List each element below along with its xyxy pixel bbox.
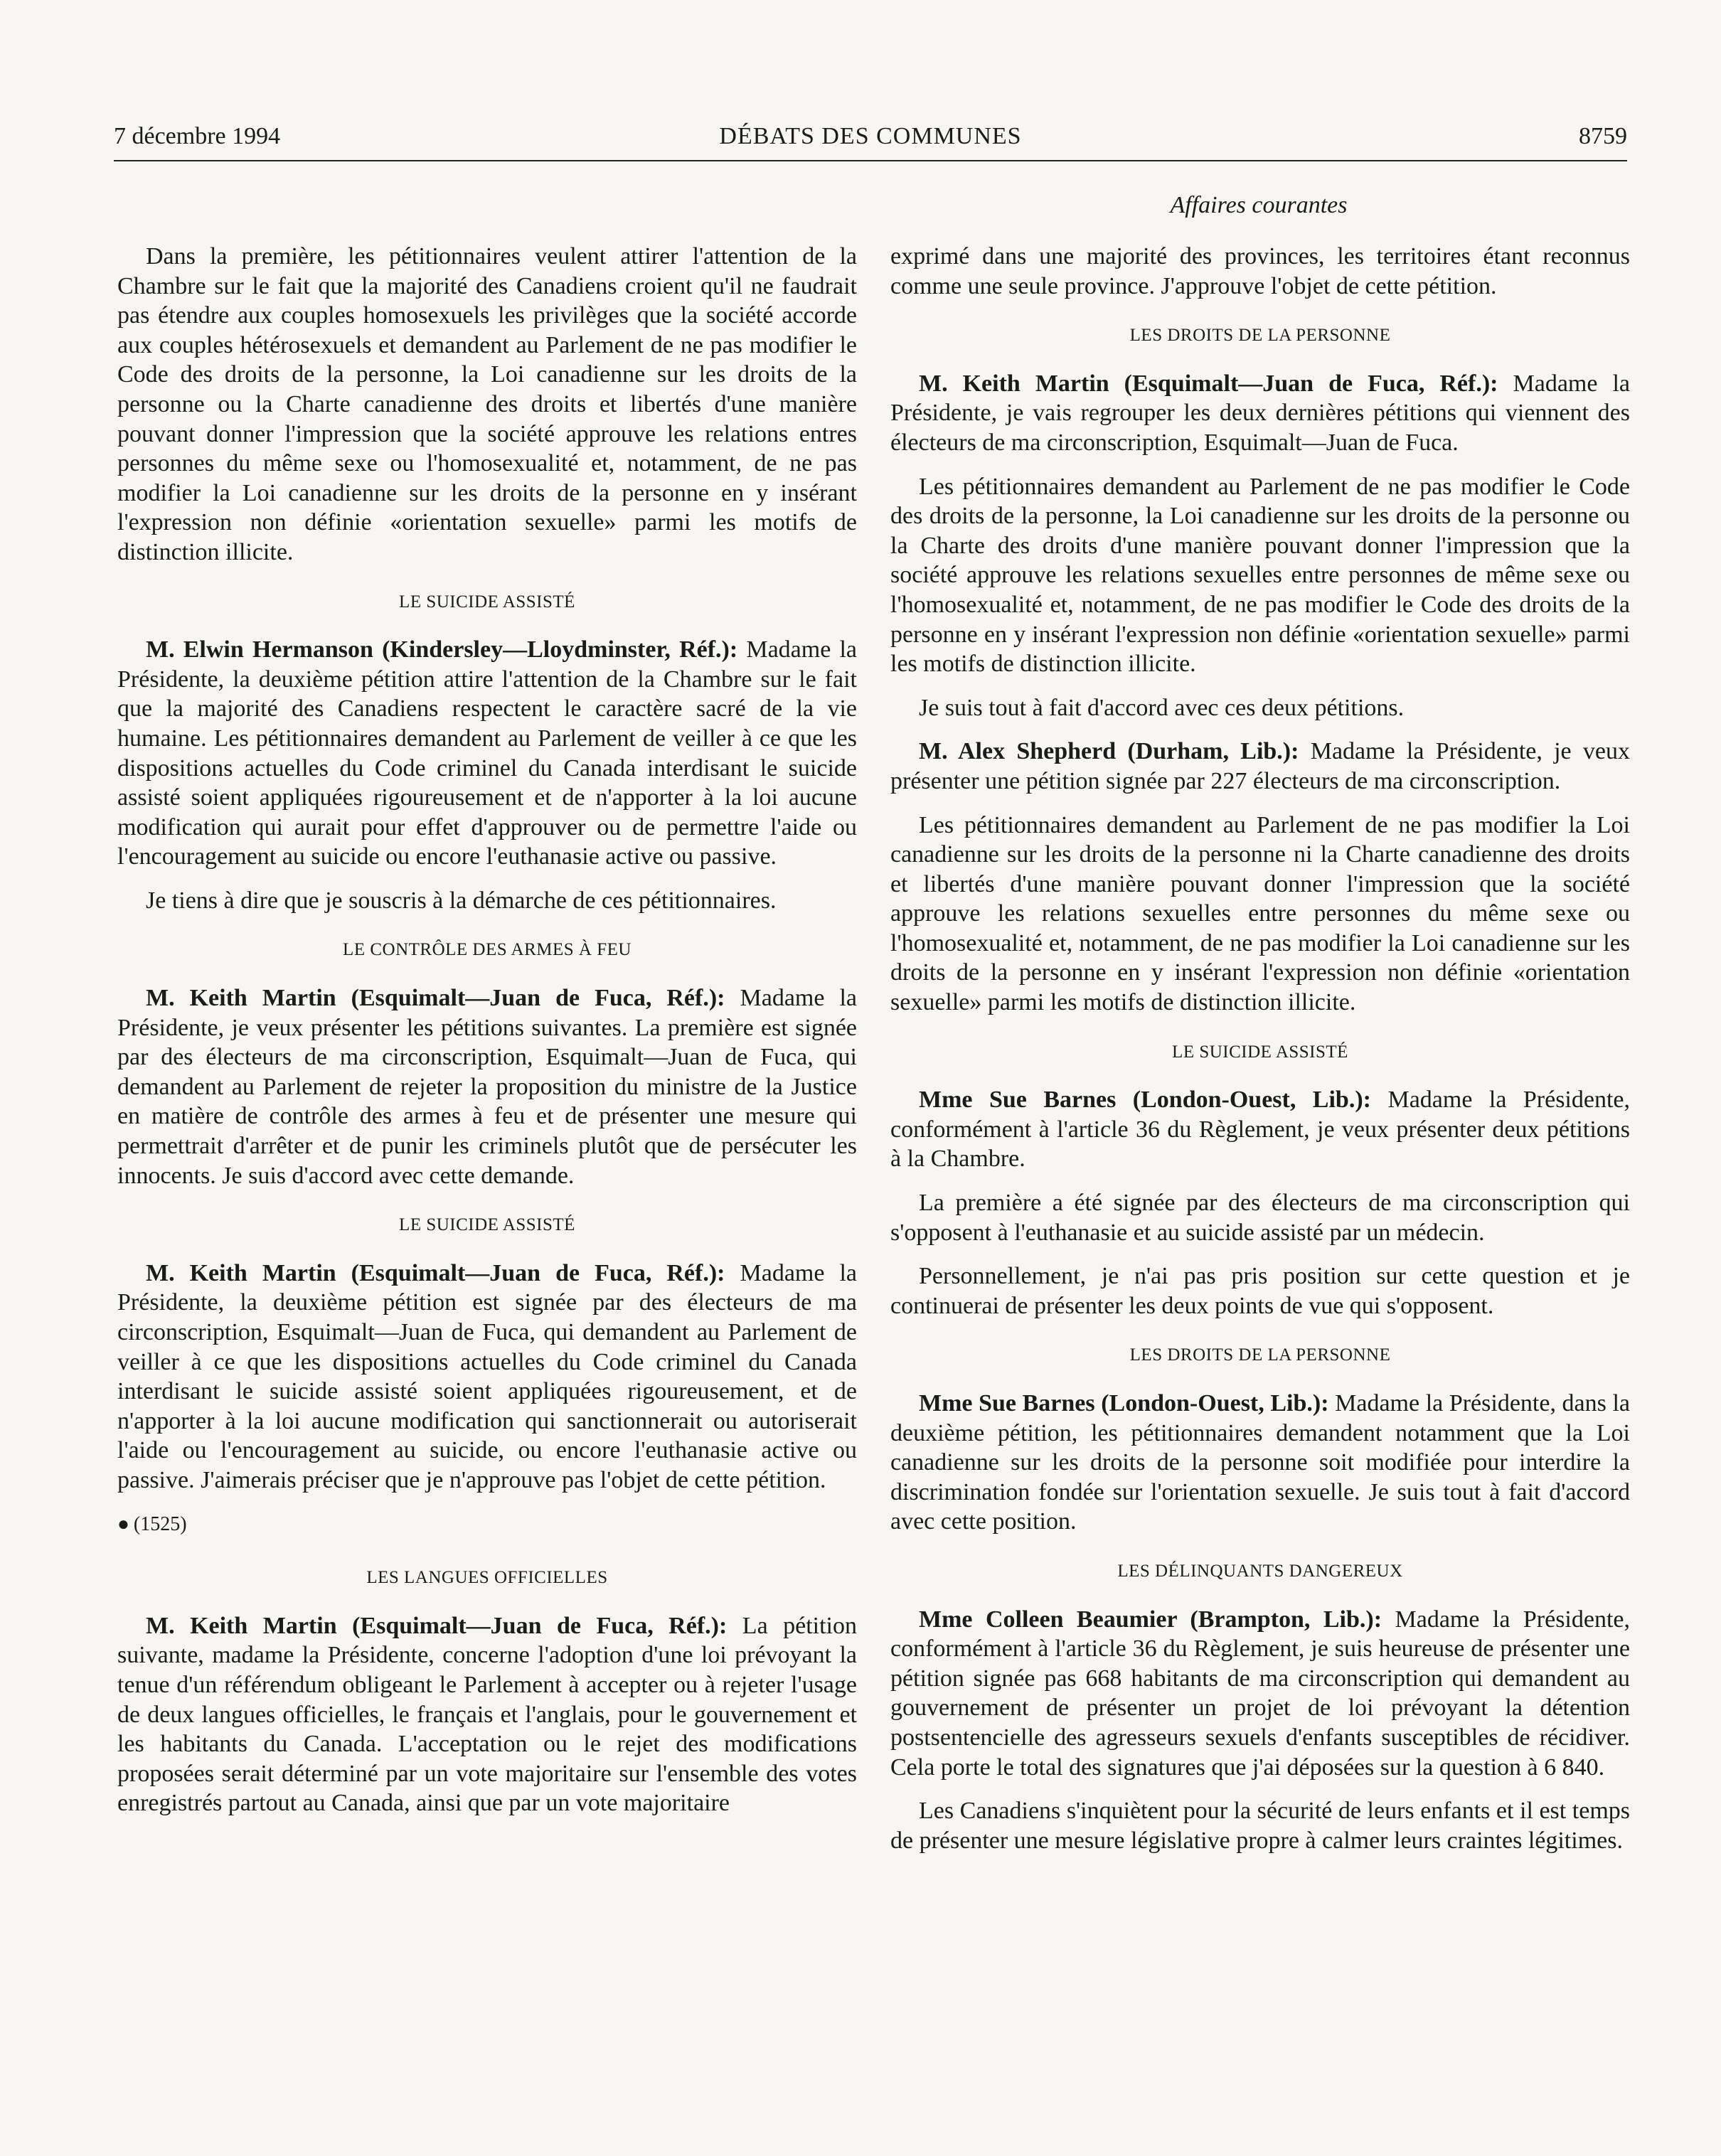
speaker-name: Mme Colleen Beaumier (Brampton, Lib.): <box>919 1606 1382 1633</box>
speech: M. Keith Martin (Esquimalt—Juan de Fuca, Réf.): Madame la Présidente, la deuxième pétition est signée par des électeurs de ma circonscription, Esquimalt—Juan de Fuca, qui demandent au Parlement de veiller à ce que les dispositions actuelles du Code criminel du Canada interdisant le suicide assisté soient appliquées rigoureusement, et de n'apporter à la loi aucune modification qui sanctionnerait ou autoriserait l'aide ou l'encouragement au suicide, ou encore l'euthanasie active ou passive. J'aimerais préciser que je n'approuve pas l'objet de cette pétition. <box>117 1259 858 1493</box>
rubric-heading: LES DÉLINQUANTS DANGEREUX <box>1117 1561 1403 1581</box>
header-date: 7 décembre 1994 <box>114 123 281 149</box>
speaker-name: M. Alex Shepherd (Durham, Lib.): <box>919 738 1299 765</box>
speech: M. Elwin Hermanson (Kindersley—Lloydminster, Réf.): Madame la Présidente, la deuxième pétition attire l'attention de la Chambre sur le fait que la majorité des Canadiens respectent le caractère sacré de la vie humaine. Les pétitionnaires demandent au Parlement de veiller à ce que les dispositions actuelles du Code criminel du Canada interdisant le suicide assisté soient appliquées rigoureusement et de n'apporter à la loi aucune modification qui aurait pour effet d'approuver ou de permettre l'aide ou l'encouragement au suicide ou encore l'euthanasie active ou passive. <box>117 636 858 870</box>
speech: M. Alex Shepherd (Durham, Lib.): Madame la Présidente, je veux présenter une pétition signée par 227 électeurs de ma circonscription. <box>890 738 1630 794</box>
page-header <box>114 117 1627 161</box>
speech: Mme Colleen Beaumier (Brampton, Lib.): Madame la Présidente, conformément à l'article 36 du Règlement, je suis heureuse de présenter une pétition signée pas 668 habitants de ma circonscription qui demandent au gouvernement de présenter un projet de loi prévoyant la détention postsentencielle des agresseurs sexuels d'enfants susceptibles de récidiver. Cela porte le total des signatures que j'ai déposées sur la question à 6 840. <box>890 1606 1630 1781</box>
bullet-icon: ● <box>117 1512 129 1535</box>
right-column <box>890 242 1630 1869</box>
page-number: 8759 <box>1579 123 1627 149</box>
paragraph-continued: exprimé dans une majorité des provinces, les territoires étant reconnus comme une seule province. J'approuve l'objet de cette pétition. <box>890 243 1630 299</box>
paragraph: Personnellement, je n'ai pas pris position sur cette question et je continuerai de présenter les deux points de vue qui s'opposent. <box>890 1263 1630 1319</box>
speaker-name: M. Keith Martin (Esquimalt—Juan de Fuca, Réf.): <box>146 1612 728 1639</box>
speaker-name: Mme Sue Barnes (London-Ouest, Lib.): <box>919 1390 1329 1416</box>
paragraph: Les pétitionnaires demandent au Parlement de ne pas modifier le Code des droits de la personne, la Loi canadienne sur les droits de la personne ou la Charte des droits d'une manière pouvant donner l'impression que la société approuve les relations sexuelles entre personnes de même sexe ou l'homosexualité et, notamment, de ne pas modifier le Code des droits de la personne en y insérant l'expression non définie «orientation sexuelle» parmi les motifs de distinction illicite. <box>890 473 1630 678</box>
header-title: DÉBATS DES COMMUNES <box>719 123 1022 149</box>
speech: M. Keith Martin (Esquimalt—Juan de Fuca, Réf.): La pétition suivante, madame la Présidente, concerne l'adoption d'une loi prévoyant la tenue d'un référendum obligeant le Parlement à accepter ou à rejeter l'usage de deux langues officielles, le français et l'anglais, pour le gouvernement et les habitants du Canada. L'acceptation ou le rejet des modifications proposées serait déterminé par un vote majoritaire sur l'ensemble des votes enregistrés partout au Canada, ainsi que par un vote majoritaire <box>117 1612 858 1817</box>
speaker-name: Mme Sue Barnes (London-Ouest, Lib.): <box>919 1087 1371 1114</box>
speech: Mme Sue Barnes (London-Ouest, Lib.): Madame la Présidente, conformément à l'article 36 du Règlement, je veux présenter deux pétitions à la Chambre. <box>890 1087 1631 1173</box>
paragraph: Les pétitionnaires demandent au Parlement de ne pas modifier la Loi canadienne sur les droits de la personne ni la Charte canadienne des droits et libertés d'une manière pouvant donner l'impression que la société approuve les relations sexuelles entre personnes du même sexe ou l'homosexualité et, notamment, de ne pas modifier la Loi canadienne sur les droits de la personne en y insérant l'expression non définie «orientation sexuelle» parmi les motifs de distinction illicite. <box>890 811 1630 1016</box>
speaker-name: M. Keith Martin (Esquimalt—Juan de Fuca, Réf.): <box>146 985 725 1012</box>
rubric-heading: LE SUICIDE ASSISTÉ <box>399 592 575 612</box>
speaker-name: M. Elwin Hermanson (Kindersley—Lloydminster, Réf.): <box>146 636 738 663</box>
speech: Mme Sue Barnes (London-Ouest, Lib.): Madame la Présidente, dans la deuxième pétition, les pétitionnaires demandent notamment que la Loi canadienne sur les droits de la personne soit modifiée pour interdire la discrimination fondée sur l'orientation sexuelle. Je suis tout à fait d'accord avec cette position. <box>890 1390 1631 1535</box>
left-column <box>117 242 857 1832</box>
rubric-heading: LES LANGUES OFFICIELLES <box>366 1568 608 1588</box>
paragraph: Les Canadiens s'inquiètent pour la sécurité de leurs enfants et il est temps de présenter une mesure législative propre à calmer leurs craintes légitimes. <box>890 1798 1630 1854</box>
rubric-heading: LES DROITS DE LA PERSONNE <box>1129 326 1391 346</box>
speaker-name: M. Keith Martin (Esquimalt—Juan de Fuca, Réf.): <box>919 370 1498 397</box>
rubric-heading: LES DROITS DE LA PERSONNE <box>1129 1345 1391 1365</box>
speaker-name: M. Keith Martin (Esquimalt—Juan de Fuca, Réf.): <box>146 1259 725 1286</box>
speech: M. Keith Martin (Esquimalt—Juan de Fuca, Réf.): Madame la Présidente, je vais regrouper les deux dernières pétitions qui viennent des électeurs de ma circonscription, Esquimalt—Juan de Fuca. <box>890 370 1631 456</box>
paragraph: La première a été signée par des électeurs de ma circonscription qui s'opposent à l'euthanasie et au suicide assisté par un médecin. <box>890 1190 1630 1246</box>
paragraph: Je suis tout à fait d'accord avec ces deux pétitions. <box>919 694 1405 721</box>
paragraph: Dans la première, les pétitionnaires veulent attirer l'attention de la Chambre sur le fait que la majorité des Canadiens croient qu'il ne faudrait pas étendre aux couples homosexuels les privilèges que la société accorde aux couples hétérosexuels et demandent au Parlement de ne pas modifier le Code des droits de la personne, la Loi canadienne sur les droits de la personne ou la Charte canadienne des droits et libertés d'une manière pouvant donner l'impression que la société approuve les relations entres personnes du même sexe ou l'homosexualité et, notamment, de ne pas modifier la Loi canadienne sur les droits de la personne en y insérant l'expression non définie «orientation sexuelle» parmi les motifs de distinction illicite. <box>117 243 857 565</box>
rubric-heading: LE SUICIDE ASSISTÉ <box>399 1215 575 1235</box>
paragraph: Je tiens à dire que je souscris à la démarche de ces pétitionnaires. <box>146 887 777 914</box>
speech: M. Keith Martin (Esquimalt—Juan de Fuca, Réf.): Madame la Présidente, je veux présenter les pétitions suivantes. La première est signée par des électeurs de ma circonscription, Esquimalt—Juan de Fuca, qui demandent au Parlement de rejeter la proposition du ministre de la Justice en matière de contrôle des armes à feu et de présenter une mesure qui permettrait d'arrêter et de punir les criminels plutôt que de persécuter les innocents. Je suis d'accord avec cette demande. <box>117 985 858 1189</box>
time-marker: ● (1525) <box>117 1512 187 1535</box>
rubric-heading: LE CONTRÔLE DES ARMES À FEU <box>343 940 632 960</box>
rubric-heading: LE SUICIDE ASSISTÉ <box>1172 1042 1348 1062</box>
section-title: Affaires courantes <box>1170 192 1348 218</box>
